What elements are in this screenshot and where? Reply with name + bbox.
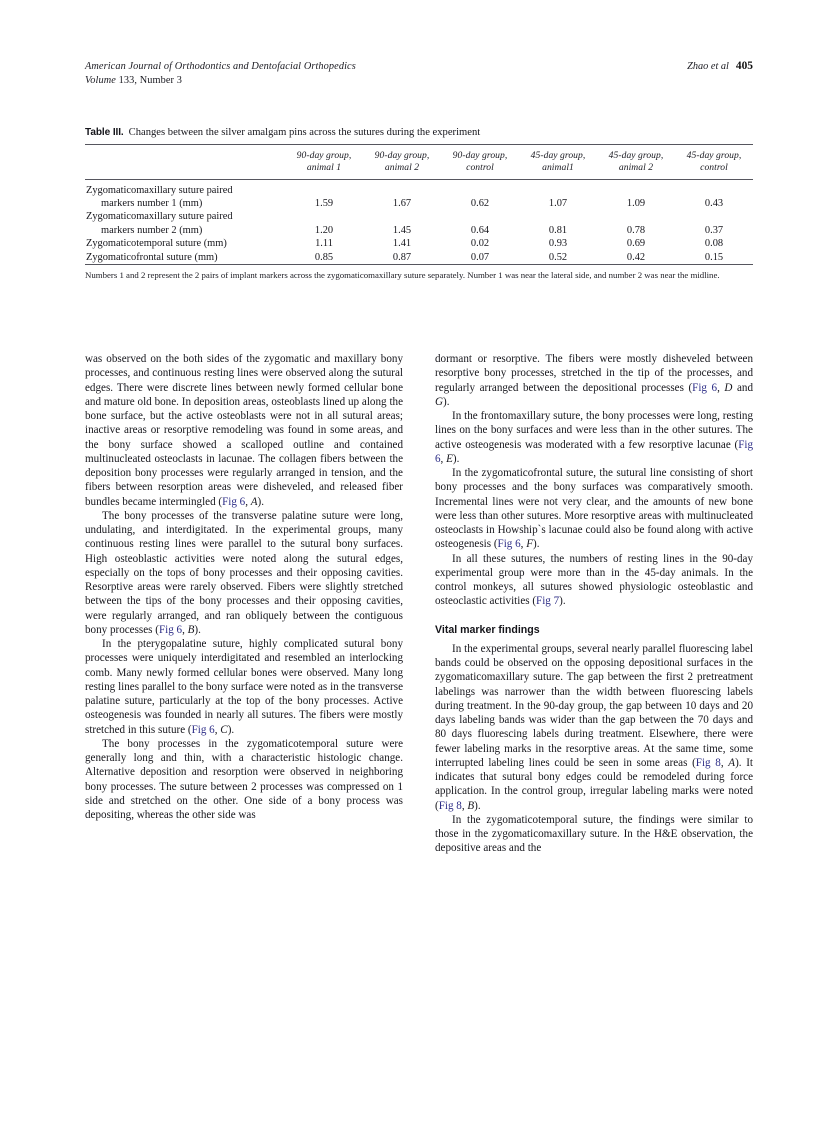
row1-val-2: 0.64 xyxy=(470,224,490,236)
row1-val-5: 0.37 xyxy=(704,224,724,236)
paragraph-text: In the pterygopalatine suture, highly complicated sutural bony processes were uniquely interdigitated and resembled an interlocking comb. Many newly formed cellular bones were observed. Many long resting lines parallel to the bony surface were noted as in the transverse palatine suture, particularly at the top of the bony processes. Active osteogenesis was founded in nearly all sutures. The fibers were mostly stretched in this suture ( xyxy=(85,638,403,736)
paragraph xyxy=(435,552,753,609)
row2-val-4: 0.69 xyxy=(626,238,646,250)
col4-line2: animal 2 xyxy=(618,161,654,173)
figure-reference-link[interactable]: Fig 6 xyxy=(158,623,183,636)
figure-panel-letter: D xyxy=(724,381,733,394)
row3-val-2: 0.07 xyxy=(470,251,490,263)
table-row xyxy=(85,237,753,250)
volume-line xyxy=(85,74,356,88)
row3-val-0: 0.85 xyxy=(314,251,334,263)
body-columns xyxy=(85,352,753,1042)
table-header-col-3 xyxy=(519,145,597,180)
table-header-blank xyxy=(85,145,285,180)
ref-close: ). xyxy=(559,595,566,608)
journal-title: American Journal of Orthodontics and Dentofacial Orthopedics xyxy=(85,61,356,72)
ref-separator: , xyxy=(440,452,447,465)
column-right xyxy=(435,352,753,1042)
figure-reference-link[interactable]: Fig 6 xyxy=(497,538,521,551)
ref-separator-2: , xyxy=(461,799,468,812)
paragraph xyxy=(435,352,753,409)
table-header-row xyxy=(85,145,753,180)
volume-number: 133, Number 3 xyxy=(115,74,182,86)
ref-separator: , xyxy=(182,623,188,636)
running-head-journal xyxy=(85,60,356,87)
col2-line2: control xyxy=(466,161,494,173)
ref-close: ). xyxy=(443,395,450,408)
figure-reference-link[interactable]: Fig 6 xyxy=(692,381,718,394)
section-subheading: Vital marker findings xyxy=(435,623,540,636)
row0-val-2: 0.62 xyxy=(470,197,490,209)
row0-label-line2: markers number 1 (mm) xyxy=(101,197,203,209)
paragraph-text-2: ). It indicates that sutural bony edges could be remodeled during force application. In the control group, irregular labeling marks were noted ( xyxy=(435,756,753,812)
col4-line1: 45-day group, xyxy=(608,150,664,161)
running-head-authors-page xyxy=(687,60,753,74)
table-header-col-5 xyxy=(675,145,753,180)
table-block xyxy=(85,126,753,281)
col2-line1: 90-day group, xyxy=(452,150,508,161)
row3-val-5: 0.15 xyxy=(704,251,724,263)
paragraph-text: In the frontomaxillary suture, the bony processes were long, resting lines on the bony surfaces and were less than in the other sutures. The active osteogenesis was moderated with a few resorptive lacunae ( xyxy=(435,410,753,451)
table-label: Table III. xyxy=(85,127,124,138)
col1-line2: animal 2 xyxy=(384,161,420,173)
paragraph xyxy=(435,642,753,813)
figure-reference-link[interactable]: Fig 7 xyxy=(536,595,560,608)
figure-reference-link[interactable]: Fig 6 xyxy=(191,723,215,736)
figure-reference-link-2[interactable]: Fig 8 xyxy=(438,799,462,812)
ref-close: ). xyxy=(533,538,540,551)
column-left xyxy=(85,352,403,1042)
paragraph-text: In all these sutures, the numbers of resting lines in the 90-day experimental group were more than in the 45-day animals. In the control monkeys, all sutures showed physiologic osteoblastic and osteoclastic activities ( xyxy=(435,552,753,608)
paragraph-text: In the zygomaticofrontal suture, the sutural line consisting of short bony processes and the bony surfaces was comparatively smooth. Incremental lines were not very clear, and the amounts of new bone were less than other sutures. More resorptive areas with multinucleated osteoclasts in Howship`s lacunae could also be found along with active osteogenesis ( xyxy=(435,467,753,551)
row1-label-line2: markers number 2 (mm) xyxy=(101,224,203,236)
paragraph-text: In the experimental groups, several nearly parallel fluorescing label bands could be observed on the opposing depositional surfaces in the zygomaticomaxillary suture. The gap between the first 2 pretreatment labelings was narrower than the width between fluorescing labels during treatment. In the 90-day group, the gap between 10 days and 20 days labeling bands was wider than the gap between the 70 days and 80 days fluorescing labels during treatment. Elsewhere, there were fewer labeling marks in the resorptive areas. At the same time, some interrupted labeling lines could be seen in some areas ( xyxy=(435,642,753,769)
row0-val-4: 1.09 xyxy=(626,197,646,209)
row2-label: Zygomaticotemporal suture (mm) xyxy=(86,238,227,250)
paragraph xyxy=(85,352,403,509)
figure-reference-link[interactable]: Fig 6 xyxy=(222,495,246,508)
row0-val-1: 1.67 xyxy=(392,197,412,209)
ref-conjunction: and xyxy=(732,381,753,394)
figure-panel-letter-2: B xyxy=(467,799,475,812)
paragraph xyxy=(435,466,753,552)
figure-panel-letter: F xyxy=(526,538,533,551)
volume-label: Volume xyxy=(85,74,116,86)
col0-line2: animal 1 xyxy=(306,161,342,173)
col0-line1: 90-day group, xyxy=(296,150,352,161)
row0-val-5: 0.43 xyxy=(704,197,724,209)
authors-shorttitle: Zhao et al xyxy=(687,61,729,72)
paragraph-text: was observed on the both sides of the zygomatic and maxillary bony processes, and continuous resting lines were observed along the sutural edges. There were discrete lines between newly formed cellular bone and mature old bone. In deposition areas, osteoblasts lined up along the bone surface, but the active osteoblasts were not in all sutural areas; inactive areas or resorptive remodeling was found in some areas, and the bony surface showed a scalloped outline and contained multinucleated osteoclasts in lacunae. The collagen fibers between the deposition bony processes were regularly arranged in tension, and the fibers between resorption areas were disheveled, and released fiber bundles became intermingled ( xyxy=(85,353,403,508)
ref-close: ). xyxy=(257,495,265,508)
paragraph xyxy=(85,509,403,637)
table-footnote: Numbers 1 and 2 represent the 2 pairs of implant markers across the zygomaticomaxillary suture separately. Number 1 was near the lateral side, and number 2 was near the midline. xyxy=(85,269,720,280)
row1-val-0: 1.20 xyxy=(314,224,334,236)
table-header-col-0 xyxy=(285,145,363,180)
ref-close: ). xyxy=(194,623,201,636)
page-number: 405 xyxy=(735,60,753,72)
ref-separator: , xyxy=(214,723,221,736)
figure-reference-link[interactable]: Fig 8 xyxy=(695,756,721,769)
ref-close: ). xyxy=(474,799,481,812)
table-row xyxy=(85,210,753,223)
row1-label-line1: Zygomaticomaxillary suture paired xyxy=(86,211,233,223)
figure-panel-letter: C xyxy=(220,723,228,736)
row1-val-1: 1.45 xyxy=(392,224,412,236)
col5-line1: 45-day group, xyxy=(686,150,742,161)
table-row xyxy=(85,251,753,265)
row3-label: Zygomaticofrontal suture (mm) xyxy=(86,251,218,263)
row1-val-3: 0.81 xyxy=(548,224,568,236)
results-table xyxy=(85,144,753,265)
figure-panel-letter: B xyxy=(187,623,195,636)
row0-val-0: 1.59 xyxy=(314,197,334,209)
table-row xyxy=(85,224,753,237)
table-caption xyxy=(85,126,753,140)
table-row xyxy=(85,197,753,210)
paragraph-text: In the zygomaticotemporal suture, the findings were similar to those in the zygomaticomaxillary suture. In the H&E observation, the depositive areas and the xyxy=(435,813,753,855)
ref-close: ). xyxy=(227,723,235,736)
row3-val-1: 0.87 xyxy=(392,251,412,263)
row3-val-3: 0.52 xyxy=(548,251,568,263)
figure-panel-letter: E xyxy=(446,452,453,465)
col3-line2: animal1 xyxy=(542,161,574,173)
paragraph xyxy=(85,637,403,737)
paragraph-text: The bony processes of the transverse palatine suture were long, undulating, and interdigitated. In the experimental groups, many continuous resting lines were parallel to the sutural bony surfaces. High osteoblastic activities were noted along the sutural edges, especially on the tops of bony processes and their opposing cavities. Resorptive areas were rarely observed. Fibers were slightly stretched between the tips of the bony processes and their opposing cavities, were regularly arranged, and ran obliquely between the contiguous bony processes ( xyxy=(85,509,403,636)
paragraph xyxy=(435,813,753,856)
col3-line1: 45-day group, xyxy=(530,150,586,161)
figure-panel-letter-2: G xyxy=(435,395,444,408)
row3-val-4: 0.42 xyxy=(626,251,646,263)
paragraph-text: The bony processes in the zygomaticotemporal suture were generally long and thin, with a characteristic histologic change. Alternative deposition and resorption were observed in neighboring bony processes. The suture between 2 processes was compressed on 1 side and stretched on the other. One side of a bony process was depositing, whereas the other side was xyxy=(85,737,403,821)
ref-separator: , xyxy=(245,495,251,508)
table-header-col-4 xyxy=(597,145,675,180)
paragraph xyxy=(85,737,403,823)
table-header-col-1 xyxy=(363,145,441,180)
figure-panel-letter: A xyxy=(728,756,736,769)
figure-panel-letter: A xyxy=(250,495,258,508)
ref-separator: , xyxy=(717,381,725,394)
ref-separator: , xyxy=(720,756,729,769)
row0-label-line1: Zygomaticomaxillary suture paired xyxy=(86,184,233,196)
col5-line2: control xyxy=(700,161,728,173)
row2-val-2: 0.02 xyxy=(470,238,490,250)
col1-line1: 90-day group, xyxy=(374,150,430,161)
running-head xyxy=(85,60,753,94)
table-header-col-2 xyxy=(441,145,519,180)
row1-val-4: 0.78 xyxy=(626,224,646,236)
row2-val-0: 1.11 xyxy=(315,238,333,250)
row0-val-3: 1.07 xyxy=(548,197,568,209)
ref-separator: , xyxy=(520,538,527,551)
paragraph-text: dormant or resorptive. The fibers were mostly disheveled between resorptive bony processes, stretched in the tip of the processes, and regularly arranged between the depositional processes ( xyxy=(435,353,753,394)
row2-val-1: 1.41 xyxy=(392,238,412,250)
figure-reference-link[interactable]: Fig 6 xyxy=(435,438,753,465)
paragraph xyxy=(435,409,753,466)
row2-val-3: 0.93 xyxy=(548,238,568,250)
table-caption-text: Changes between the silver amalgam pins across the sutures during the experiment xyxy=(128,127,481,138)
row2-val-5: 0.08 xyxy=(704,238,724,250)
ref-close: ). xyxy=(452,452,460,465)
table-row xyxy=(85,179,753,197)
